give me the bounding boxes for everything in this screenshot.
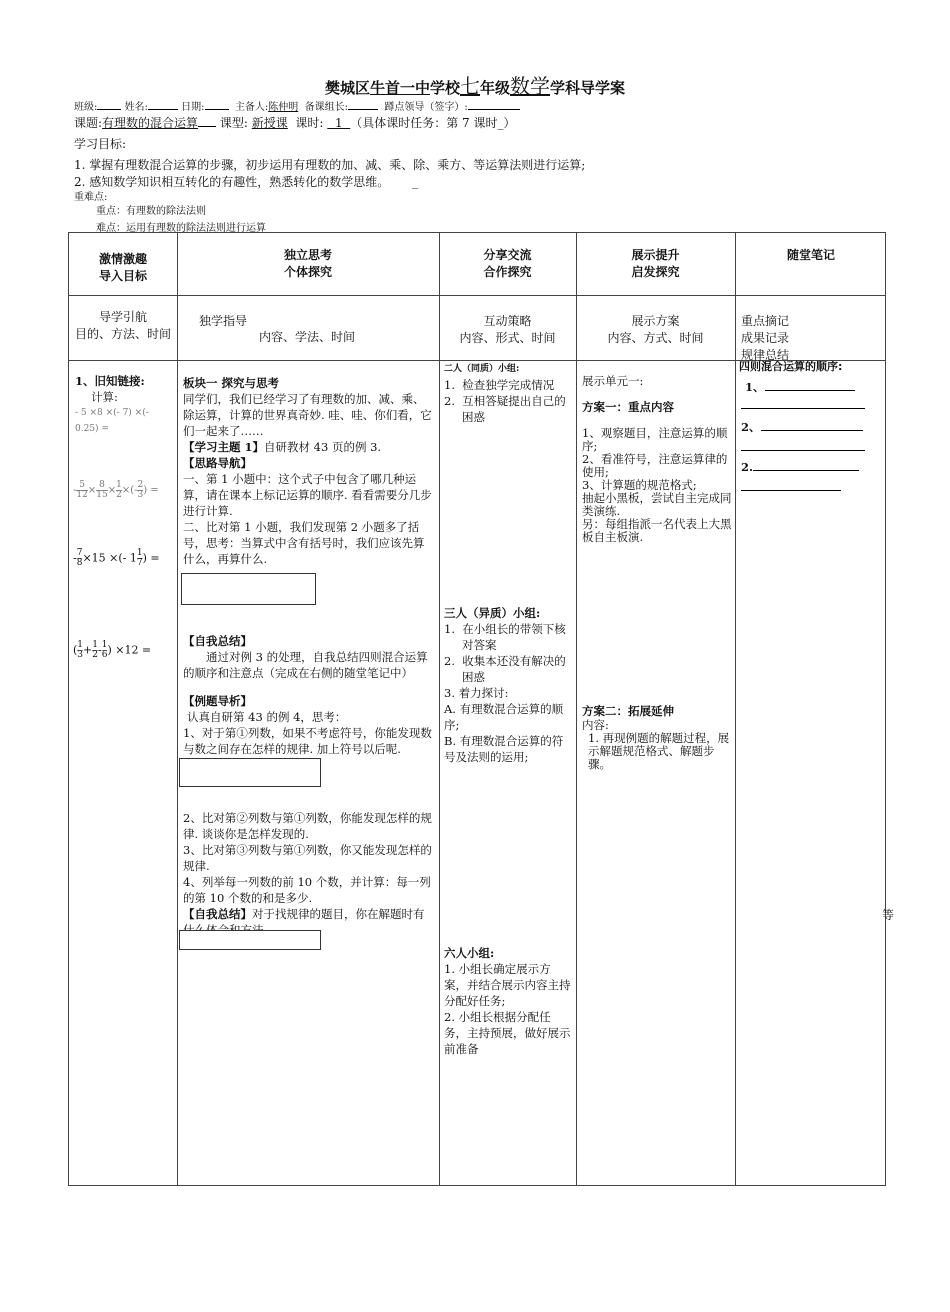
header-col-1: 激情激趣 导入目标	[98, 252, 147, 283]
document-title: 樊城区牛首一中学校七年级数学学科导学案	[324, 74, 626, 98]
subheader-col-2-a: 独学指导	[199, 314, 248, 328]
note-line-2: 2、	[741, 419, 863, 435]
subheader-col-3: 互动策略 内容、形式、时间	[459, 314, 556, 345]
col4-plan2: 方案二：拓展延伸 内容: 1. 再现例题的解题过程，展示解题规范格式、解题步骤。	[582, 704, 730, 771]
note-line-3b	[741, 479, 841, 495]
key-point: 重点：有理数的除法法则	[96, 206, 206, 217]
note-line-2b	[741, 439, 865, 455]
header-col-4: 展示提升 启发探究	[631, 248, 680, 279]
hard-point: 难点：运用有理数的除法法则进行运算	[96, 223, 266, 234]
subheader-col-2-b: 内容、学法、时间	[259, 330, 356, 344]
goal-2: 2. 感知数学知识相互转化的有趣性，熟悉转化的数学思维。 _	[74, 175, 419, 189]
expr-4: ( $\frac{1}{3}$ + $\frac{1}{2}$ - $\frac{1}{6}$ ) ×12 =	[73, 640, 152, 660]
col3-content: 二人（同质）小组: 1. 检查独学完成情况 2. 互相答疑提出自己的困惑	[444, 364, 566, 424]
difficulty-label: 重难点:	[74, 192, 108, 203]
answer-box-2[interactable]	[179, 758, 321, 787]
header-col-5: 随堂笔记	[786, 248, 835, 262]
col1-content: 1、旧知链接: 计算: - 5 ×8 ×(- 7) ×(- 0.25) =	[75, 373, 175, 437]
col3-group3: 三人（异质）小组: 1. 在小组长的带领下核对答案 2. 收集本还没有解决的困惑 3. 着力探讨: A. 有理数混合运算的顺序; B. 有理数混合运算的符号及法则的运用;	[444, 606, 566, 764]
goals-heading: 学习目标:	[74, 137, 127, 151]
lesson-type: 新授课	[251, 116, 288, 130]
col2-content-b: 【自我总结】 通过对例 3 的处理，自我总结四则混合运算的顺序和注意点（完成在右侧的随堂笔记中） 【例题导析】 认真自研第 43 的例 4，思考： 1、对于第①列数，如果不考虑符号，你能发现数与数之间存在怎样的规律. 加上符号以后呢.	[183, 634, 432, 756]
expr-2: - $\frac{5}{12}$ × $\frac{8}{15}$ × $\frac{1}{2}$ ×(- $\frac{2}{3}$ ) =	[73, 480, 159, 500]
note-line-3: 2.	[741, 459, 859, 475]
answer-box-3[interactable]	[179, 930, 321, 950]
col2-content-a: 板块一 探究与思考 同学们，我们已经学习了有理数的加、减、乘、除运算，计算的世界真奇妙. 哇、哇、你们看，它们一起来了…… 【学习主题 1】自研教材 43 页的例 3. 【思路导航】 一、第 1 小题中：这个式子中包含了哪几种运算，请在课本上标记运算的顺序. 看看需要分几步进行计算. 二、比对第 1 小题，我们发现第 2 小题多了括号，思考：当算式中含有括号时，我们应该先算什么，再算什么.	[183, 376, 432, 566]
lesson-table	[68, 232, 886, 1186]
note-line-1: 1、	[745, 379, 855, 395]
subheader-col-1: 导学引航 目的、方法、时间	[74, 310, 171, 341]
preparer-name: 陈仲明	[268, 102, 299, 113]
subheader-col-4: 展示方案 内容、方式、时间	[607, 314, 704, 345]
col3-group6: 六人小组: 1. 小组长确定展示方案，并结合展示内容主持分配好任务; 2. 小组长根据分配任务，主持预展，做好展示前准备	[444, 946, 571, 1056]
col2-content-c: 2、比对第②列数与第①列数，你能发现怎样的规律. 谈谈你是怎样发现的. 3、比对第③列数与第①列数，你又能发现怎样的规律. 4、列举每一列数的前 10 个数，并计算：每一列的第 10 个数的和是多少. 【自我总结】对于找规律的题目，你在解题时有	[183, 811, 432, 921]
header-col-3: 分享交流 合作探究	[483, 248, 532, 279]
subheader-col-5: 重点摘记 成果记录 规律总结	[741, 314, 790, 362]
expr-3: - $\frac{7}{8}$ ×15 ×(- 1 $\frac{1}{7}$ ) =	[73, 548, 160, 568]
header-col-2: 独立思考 个体探究	[283, 248, 332, 279]
meta-row-1: 班级: 姓名: 日期: 主备人:陈仲明 备课组长: 蹲点领导（签字）:	[74, 98, 520, 113]
expr-1: - 5 ×8 ×(- 7) ×(- 0.25) =	[75, 408, 149, 434]
goal-1: 1. 掌握有理数混合运算的步骤，初步运用有理数的加、减、乘、除、乘方、等运算法则进行运算;	[74, 158, 586, 172]
lesson-hours: 1	[334, 116, 343, 130]
topic: 有理数的混合运算	[102, 116, 199, 130]
col5-title: 四则混合运算的顺序:	[739, 360, 843, 373]
side-character: 等	[882, 908, 895, 922]
col4-content: 展示单元一: 方案一：重点内容 1、观察题目，注意运算的顺序; 2、看准符号，注意运算律的使用; 3、计算题的规范格式; 抽起小黑板，尝试自主完成同类演练. 另：每组指派一名代表上大黑板自主板演.	[582, 374, 732, 544]
note-line-1b	[741, 397, 865, 413]
answer-box-1[interactable]	[181, 573, 316, 605]
meta-row-2: 课题:有理数的混合运算 课型: 新授课 课时: 1 （具体课时任务：第 7 课时_）	[74, 116, 516, 130]
